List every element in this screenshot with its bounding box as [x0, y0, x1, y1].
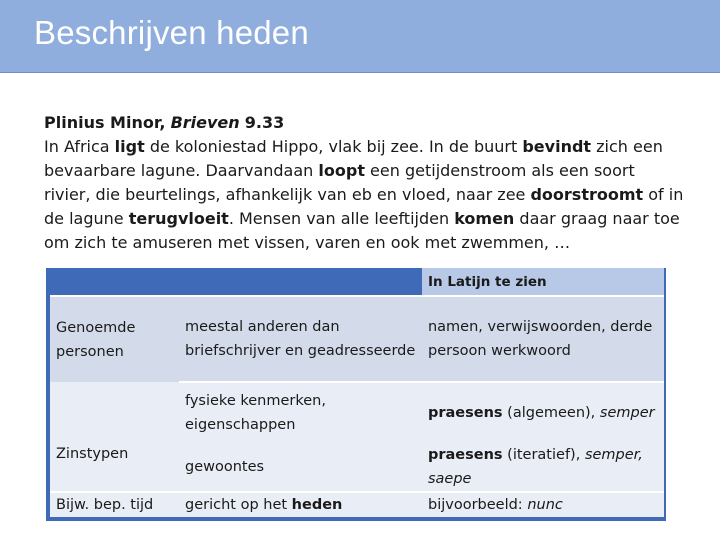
row-label: Zinstypen: [48, 382, 179, 492]
title-bar: [0, 0, 720, 73]
latin-note: bijvoorbeeld:: [427, 497, 528, 513]
latin-note: (algemeen),: [502, 405, 600, 421]
passage-text: daar graag naar toe om zich te amuseren met vissen, varen en ook met zwemmen, …: [44, 209, 680, 252]
latin-term: praesens: [427, 405, 503, 421]
latin-word: semper, saepe: [427, 447, 643, 487]
passage-verb: bevindt: [522, 137, 592, 156]
description-text: gericht op het: [185, 497, 292, 513]
passage-verb: komen: [454, 209, 515, 228]
quote-text: [44, 135, 684, 255]
passage-text: een getijdenstroom als een soort rivier, die beurtelings, afhankelijk van eb en vloed, naar zee: [44, 161, 635, 204]
latin-note: (iteratief),: [502, 447, 585, 463]
quote-block: [44, 111, 684, 255]
row-latin: [422, 443, 665, 492]
latin-word: nunc: [527, 497, 563, 513]
row-label: Genoemde personen: [48, 296, 179, 382]
quote-source: [44, 111, 684, 135]
passage-text: of in de lagune: [44, 185, 684, 228]
row-description: gewoontes: [179, 443, 422, 492]
row-latin: namen, verwijswoorden, derde persoon werkwoord: [422, 296, 665, 382]
table-header-row: [48, 268, 665, 296]
table-row: [48, 492, 665, 519]
page-title: Beschrijven heden: [34, 14, 309, 51]
source-author: Plinius Minor,: [44, 113, 166, 132]
summary-table: [46, 268, 666, 521]
row-label: Bijw. bep. tijd: [48, 492, 179, 519]
passage-verb: terugvloeit: [128, 209, 229, 228]
passage-text: In Africa: [44, 137, 115, 156]
source-ref: 9.33: [244, 113, 285, 132]
header-cell-latin: In Latijn te zien: [422, 268, 665, 296]
table-row: [48, 382, 665, 443]
passage-verb: doorstroomt: [530, 185, 644, 204]
row-description: fysieke kenmerken, eigenschappen: [179, 382, 422, 443]
passage-text: . Mensen van alle leeftijden: [228, 209, 455, 228]
row-description: meestal anderen dan briefschrijver en geadresseerde: [179, 296, 422, 382]
header-cell-empty: [179, 268, 422, 296]
row-latin: [422, 492, 665, 519]
passage-text: de koloniestad Hippo, vlak bij zee. In de buurt: [144, 137, 523, 156]
passage-verb: ligt: [114, 137, 145, 156]
row-latin: [422, 382, 665, 443]
row-description: [179, 492, 422, 519]
passage-text: zich een bevaarbare lagune. Daarvandaan: [44, 137, 663, 180]
table-row: [48, 296, 665, 382]
source-work: Brieven: [170, 113, 240, 132]
description-emphasis: heden: [291, 497, 343, 513]
header-cell-empty: [48, 268, 179, 296]
passage-verb: loopt: [318, 161, 365, 180]
latin-word: semper: [599, 405, 655, 421]
latin-term: praesens: [427, 447, 503, 463]
